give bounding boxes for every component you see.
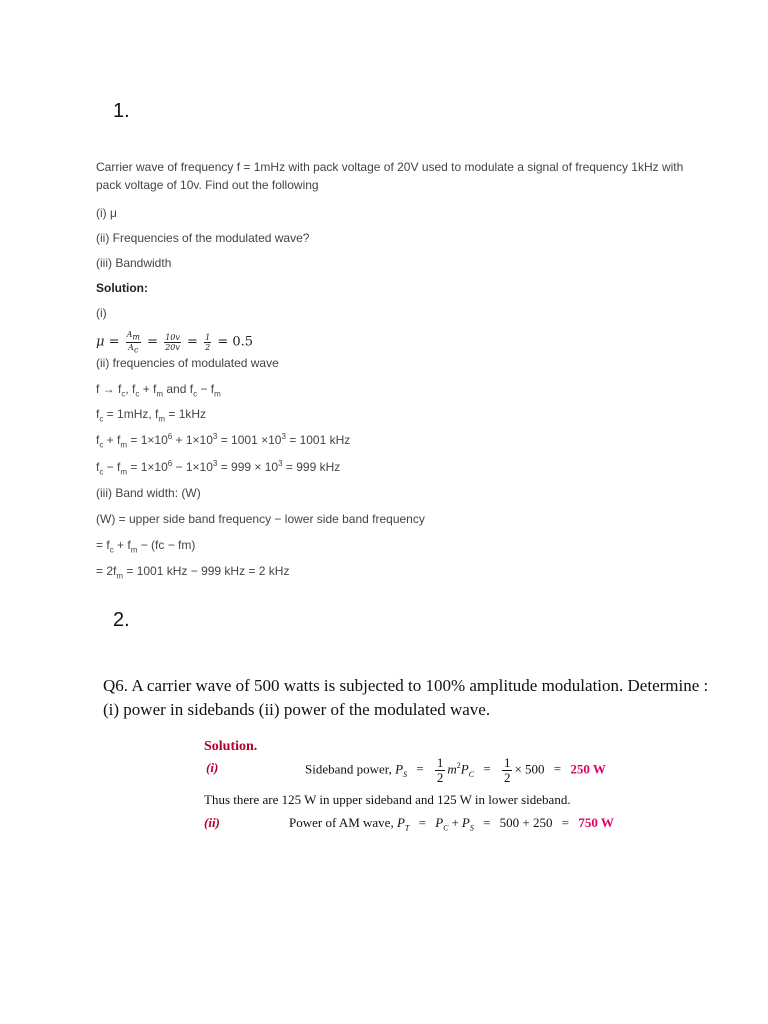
result-sideband-power: 250 W [570,761,606,777]
half-fraction-2: $\frac{1}{2}$ [503,755,511,785]
freq-line: $f \to f_c$, $f_c + f_m$ and $f_c - f_m$ [96,382,221,399]
label-i: (i) [206,760,219,775]
mu-fraction-voltages: $\frac{10v}{20v}$ [165,332,180,352]
bandwidth-heading: (iii) Band width: (W) [96,486,201,500]
am-equation: Power of AM wave, $P_T = P_C + P_S = 500 + 250 = 750$ W [289,815,614,833]
half-fraction: $\frac{1}{2}$ [436,755,444,785]
mu-fraction-amplitudes: $\frac{A_m}{A_c}$ [126,330,140,355]
mu-lhs: μ = [96,334,120,350]
lower-frequency-calc: $f_c - f_m = 1\times 10^6 - 1\times 10^3 = 999 \times 10^3 = 999$ kHz [96,459,341,477]
upper-frequency-calc: $f_c + f_m = 1\times 10^6 + 1\times 10^3 = 1001 \times 10^3 = 1001$ kHz [96,432,351,450]
question-line-2: (i) power in sidebands (ii) power of the modulated wave. [103,700,491,719]
question-line-1: Q6. A carrier wave of 500 watts is subjected to 100% amplitude modulation. Determine : [103,676,709,695]
sol-i-label: (i) [96,306,107,320]
sideband-row [206,760,218,776]
bandwidth-result: = $2f_m = 1001$ kHz − 999 kHz = 2 kHz [96,564,290,581]
item-iii: (iii) Bandwidth [96,256,172,270]
mu-result: = 0.5 [217,334,254,350]
item-i: (i) μ [96,206,117,220]
problem-line-1: Carrier wave of frequency f = 1mHz with pack voltage of 20V used to modulate a signal of frequency 1kHz with [96,160,684,174]
sideband-equation: Sideband power, $P_S$ = $\frac{1}{2}$ $m^2P_C$ = $\frac{1}{2}$ × 500 = 250 W [305,755,606,785]
section-number-2: 2. [113,609,130,631]
solution-label-1: Solution: [96,281,148,295]
mu-fraction-half: $\frac{1}{2}$ [205,332,211,352]
bandwidth-expression: = $f_c + f_m - (fc - fm)$ [96,538,196,555]
freq-heading: (ii) frequencies of modulated wave [96,356,279,370]
mu-equation: μ = $\frac{A_m}{A_c}$ = $\frac{10v}{20v}$ = $\frac{1}{2}$ = 0.5 [96,330,254,355]
am-row-label [204,815,220,831]
given-values: $f_c = 1mHz$, $f_m = 1kHz$ [96,407,207,424]
section-number-1: 1. [113,100,130,122]
result-am-power: 750 W [578,815,614,830]
thus-line: Thus there are 125 W in upper sideband and 125 W in lower sideband. [204,792,571,807]
problem-line-2: pack voltage of 10v. Find out the following [96,178,319,192]
solution-label-2: Solution. [204,739,258,754]
bandwidth-definition: (W) = upper side band frequency − lower side band frequency [96,512,425,526]
item-ii: (ii) Frequencies of the modulated wave? [96,231,310,245]
label-ii: (ii) [204,815,220,830]
